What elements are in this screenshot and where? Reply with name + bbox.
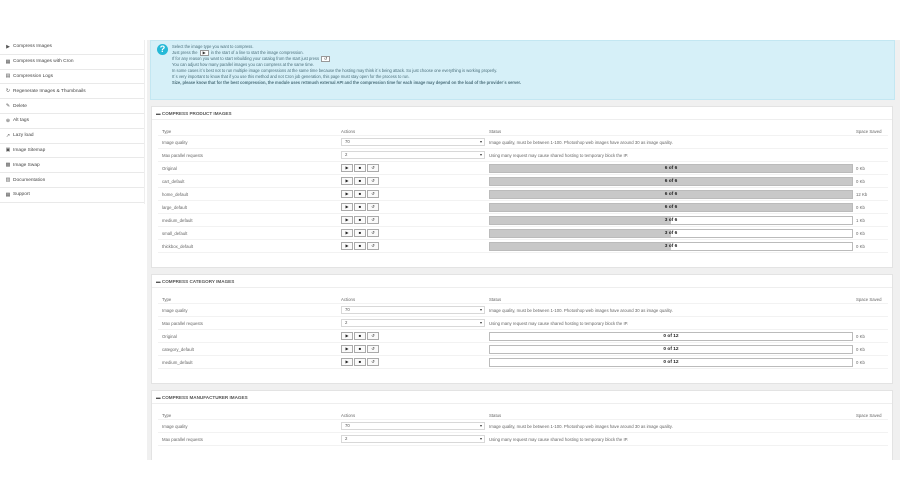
action-buttons (341, 190, 380, 198)
progress-status: 6 of 6 (664, 165, 678, 171)
parallel-requests-select[interactable] (341, 435, 485, 443)
play-button[interactable]: ▶ (341, 358, 353, 366)
sidebar-item-lazy-load[interactable] (0, 129, 144, 144)
column-header-actions: Actions (341, 128, 356, 134)
progress-status: 6 of 6 (664, 204, 678, 210)
chevron-down-icon: ▾ (479, 436, 482, 441)
image-quality-value: 70 (345, 307, 350, 312)
action-buttons (341, 177, 380, 185)
reset-button[interactable]: ↺ (367, 190, 379, 198)
progress-status: 0 of 12 (663, 359, 679, 365)
table-header (158, 293, 888, 304)
parallel-requests-note: Using many request may cause shared hosting to temporary block the IP. (489, 152, 629, 158)
reset-button[interactable]: ↺ (367, 177, 379, 185)
panel-title: ▬ COMPRESS PRODUCT IMAGES (152, 107, 892, 120)
table-row (158, 162, 888, 175)
sidebar (0, 40, 145, 204)
table-row (158, 343, 888, 356)
sidebar-item-image-swap[interactable] (0, 158, 144, 173)
space-saved-value: 0 Kb (856, 346, 865, 352)
space-saved-value: 0 Kb (856, 333, 865, 339)
image-quality-note: Image quality, must be between 1-100. Photoshop web images have around 30 as image quality. (489, 307, 673, 313)
parallel-requests-note: Using many request may cause shared hosting to temporary block the IP. (489, 320, 629, 326)
image-type-name: small_default (162, 230, 188, 236)
column-header-space-saved: Space Saved (856, 412, 882, 418)
parallel-requests-label: Max parallel requests (162, 320, 203, 326)
play-button[interactable]: ▶ (341, 242, 353, 250)
info-line: In some cases it´s best not to run multiple image compressions at the same time because the hosting may think it´s being attack. So just choose one everything is working properly. (172, 68, 498, 74)
chevron-down-icon: ▾ (479, 423, 482, 428)
parallel-requests-label: Max parallel requests (162, 436, 203, 442)
image-quality-select[interactable] (341, 422, 485, 430)
image-quality-label: Image quality (162, 423, 188, 429)
chevron-down-icon: ▾ (479, 139, 482, 144)
sitemap-icon: ▣ (5, 147, 11, 154)
support-icon: ▦ (5, 191, 11, 198)
action-buttons (341, 332, 380, 340)
progress-bar (489, 242, 853, 251)
progress-status: 3 of 6 (664, 230, 678, 236)
progress-bar (489, 358, 853, 367)
stop-button[interactable]: ■ (354, 216, 366, 224)
info-box (150, 40, 895, 100)
stop-button[interactable]: ■ (354, 177, 366, 185)
table-row (158, 188, 888, 201)
space-saved-value: 0 Kb (856, 243, 865, 249)
help-icon: ? (157, 44, 168, 55)
progress-status: 6 of 6 (664, 191, 678, 197)
table-row (158, 214, 888, 227)
progress-status: 6 of 6 (664, 178, 678, 184)
sidebar-item-support[interactable] (0, 188, 144, 203)
sidebar-item-label: Alt tags (13, 118, 29, 124)
image-type-name: large_default (162, 204, 187, 210)
play-button[interactable]: ▶ (341, 190, 353, 198)
space-saved-value: 0 Kb (856, 165, 865, 171)
calendar-icon: ▦ (5, 58, 11, 65)
reset-button[interactable]: ↺ (367, 216, 379, 224)
space-saved-value: 0 Kb (856, 359, 865, 365)
table-row (158, 330, 888, 343)
stop-button[interactable]: ■ (354, 345, 366, 353)
column-header-type: Type (162, 296, 172, 302)
sidebar-item-delete[interactable] (0, 99, 144, 114)
table-row (158, 201, 888, 214)
progress-status: 3 of 6 (664, 243, 678, 249)
panel-title-text: COMPRESS CATEGORY IMAGES (161, 279, 235, 284)
progress-bar (489, 177, 853, 186)
sidebar-item-documentation[interactable] (0, 173, 144, 188)
sidebar-item-compress-images[interactable] (0, 40, 144, 55)
space-saved-value: 0 Kb (856, 230, 865, 236)
play-button[interactable]: ▶ (341, 332, 353, 340)
action-buttons (341, 164, 380, 172)
action-buttons (341, 229, 380, 237)
image-type-name: medium_default (162, 217, 193, 223)
sidebar-item-label: Documentation (13, 177, 46, 183)
image-quality-row (158, 136, 888, 149)
progress-bar (489, 190, 853, 199)
panel-title-text: COMPRESS PRODUCT IMAGES (161, 111, 232, 116)
refresh-icon: ↻ (5, 88, 11, 95)
progress-bar (489, 229, 853, 238)
trash-icon: ✎ (5, 103, 11, 110)
play-button[interactable]: ▶ (341, 216, 353, 224)
action-buttons (341, 216, 380, 224)
image-type-name: home_default (162, 191, 189, 197)
info-line: If for any reason you want to start rebuilding your catalog from the start just press ↺ (172, 56, 894, 62)
play-button[interactable]: ▶ (341, 177, 353, 185)
space-saved-value: 1 Kb (856, 217, 865, 223)
column-header-space-saved: Space Saved (856, 128, 882, 134)
parallel-requests-row (158, 149, 888, 162)
table-row (158, 356, 888, 369)
parallel-requests-select[interactable] (341, 319, 485, 327)
parallel-requests-row (158, 433, 888, 446)
image-type-name: thickbox_default (162, 243, 194, 249)
info-line: It´s very important to know that if you use this method and not Cron job generation, this page must stay open for the process to run. (172, 74, 410, 80)
info-line: Select the image type you want to compress. (172, 44, 254, 49)
progress-bar (489, 216, 853, 225)
image-quality-value: 70 (345, 423, 350, 428)
reset-button[interactable]: ↺ (367, 203, 379, 211)
image-quality-row (158, 420, 888, 433)
sidebar-item-label: Compression Logs (13, 73, 53, 79)
reset-icon: ↺ (321, 56, 330, 62)
space-saved-value: 0 Kb (856, 204, 865, 210)
chevron-down-icon: ▾ (479, 320, 482, 325)
image-type-name: medium_default (162, 359, 193, 365)
column-header-space-saved: Space Saved (856, 296, 882, 302)
progress-bar (489, 203, 853, 212)
image-quality-note: Image quality, must be between 1-100. Photoshop web images have around 30 as image quality. (489, 423, 673, 429)
edit-icon: ↗ (5, 132, 11, 139)
parallel-requests-value: 2 (345, 436, 348, 441)
sidebar-item-alt-tags[interactable] (0, 114, 144, 129)
parallel-requests-value: 2 (345, 152, 348, 157)
list-icon: ▤ (5, 73, 11, 80)
image-quality-select[interactable] (341, 138, 485, 146)
sidebar-item-regenerate-images-thumbnails[interactable] (0, 84, 144, 99)
parallel-requests-row (158, 317, 888, 330)
reset-button[interactable]: ↺ (367, 358, 379, 366)
reset-button[interactable]: ↺ (367, 332, 379, 340)
main-content (147, 40, 900, 460)
image-quality-label: Image quality (162, 139, 188, 145)
action-buttons (341, 358, 380, 366)
panel-title: ▬ COMPRESS MANUFACTURER IMAGES (152, 391, 892, 404)
stop-button[interactable]: ■ (354, 164, 366, 172)
parallel-requests-label: Max parallel requests (162, 152, 203, 158)
sidebar-item-label: Image Sitemap (13, 147, 46, 153)
stop-button[interactable]: ■ (354, 203, 366, 211)
stop-button[interactable]: ■ (354, 358, 366, 366)
image-quality-select[interactable] (341, 306, 485, 314)
sidebar-item-image-sitemap[interactable] (0, 144, 144, 159)
progress-status: 3 of 6 (664, 217, 678, 223)
action-buttons (341, 242, 380, 250)
sidebar-item-compress-images-with-cron[interactable] (0, 55, 144, 70)
compress-table (152, 120, 892, 253)
table-row (158, 227, 888, 240)
compress-table (152, 404, 892, 446)
stop-button[interactable]: ■ (354, 332, 366, 340)
play-button[interactable]: ▶ (341, 164, 353, 172)
image-type-name: category_default (162, 346, 194, 352)
column-header-status: Status (489, 412, 502, 418)
action-buttons (341, 345, 380, 353)
table-header (158, 125, 888, 136)
info-line: Just press the ▶ in the start of a line to start the image compression. (172, 50, 304, 56)
play-button[interactable]: ▶ (341, 229, 353, 237)
stop-button[interactable]: ■ (354, 229, 366, 237)
play-icon: ▶ (6, 43, 10, 50)
reset-button[interactable]: ↺ (367, 229, 379, 237)
progress-status: 0 of 12 (663, 333, 679, 339)
sidebar-item-label: Image Swap (13, 162, 40, 168)
play-button[interactable]: ▶ (341, 345, 353, 353)
reset-button[interactable]: ↺ (367, 242, 379, 250)
reset-button[interactable]: ↺ (367, 345, 379, 353)
progress-status: 0 of 12 (663, 346, 679, 352)
reset-button[interactable]: ↺ (367, 164, 379, 172)
chevron-down-icon: ▾ (479, 307, 482, 312)
image-quality-note: Image quality, must be between 1-100. Photoshop web images have around 30 as image quality. (489, 139, 673, 145)
compress-table (152, 288, 892, 369)
table-row (158, 240, 888, 253)
space-saved-value: 0 Kb (856, 178, 865, 184)
action-buttons (341, 203, 380, 211)
parallel-requests-select[interactable] (341, 151, 485, 159)
sidebar-item-label: Delete (13, 103, 27, 109)
column-header-status: Status (489, 296, 502, 302)
column-header-type: Type (162, 128, 172, 134)
info-line: You can adjust how many parallel images you can compress at the same time. (172, 62, 315, 68)
space-saved-value: 12 Kb (856, 191, 868, 197)
table-row (158, 175, 888, 188)
image-type-name: Original (162, 165, 177, 171)
parallel-requests-value: 2 (345, 320, 348, 325)
play-icon: ▶ (200, 50, 209, 56)
sidebar-item-label: Compress Images with Cron (13, 59, 74, 65)
tag-icon: ⊕ (5, 117, 11, 124)
image-quality-value: 70 (345, 139, 350, 144)
image-type-name: cart_default (162, 178, 185, 184)
category-images-panel (151, 274, 893, 384)
image-type-name: Original (162, 333, 177, 339)
column-header-type: Type (162, 412, 172, 418)
product-images-panel (151, 106, 893, 268)
parallel-requests-note: Using many request may cause shared hosting to temporary block the IP. (489, 436, 629, 442)
progress-bar (489, 164, 853, 173)
sidebar-item-label: Lazy load (13, 133, 34, 139)
column-header-actions: Actions (341, 296, 356, 302)
image-quality-label: Image quality (162, 307, 188, 313)
image-quality-row (158, 304, 888, 317)
image-icon: ▩ (5, 162, 11, 169)
info-line: Size, please know that for the best compression, the module uses reSmush external API and the compression time for each image may depend on the load of the provider´s server. (172, 80, 522, 86)
sidebar-item-label: Support (13, 192, 30, 198)
manufacturer-images-panel (151, 390, 893, 460)
play-button[interactable]: ▶ (341, 203, 353, 211)
progress-bar (489, 345, 853, 354)
sidebar-item-label: Compress Images (13, 44, 52, 50)
table-header (158, 409, 888, 420)
column-header-actions: Actions (341, 412, 356, 418)
panel-title-text: COMPRESS MANUFACTURER IMAGES (161, 395, 248, 400)
chevron-down-icon: ▾ (479, 152, 482, 157)
stop-button[interactable]: ■ (354, 242, 366, 250)
progress-bar (489, 332, 853, 341)
document-icon: ▥ (5, 177, 11, 184)
stop-button[interactable]: ■ (354, 190, 366, 198)
panel-title: ▬ COMPRESS CATEGORY IMAGES (152, 275, 892, 288)
sidebar-item-label: Regenerate Images & Thumbnails (13, 88, 86, 94)
column-header-status: Status (489, 128, 502, 134)
sidebar-item-compression-logs[interactable] (0, 70, 144, 85)
